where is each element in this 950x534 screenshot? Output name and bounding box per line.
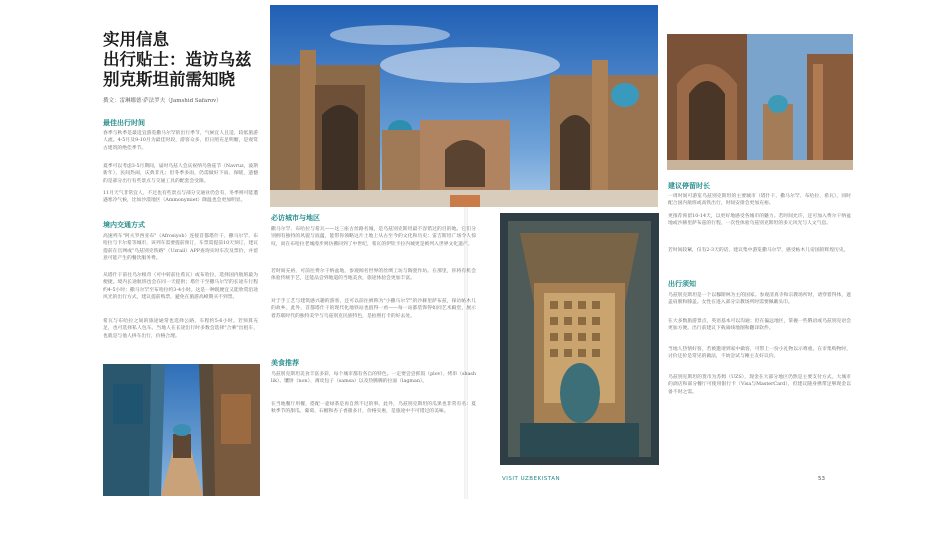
title-line-3: 别克斯坦前需知晓 xyxy=(103,70,235,89)
heading-transport: 境内交通方式 xyxy=(103,221,145,229)
heading-best-time: 最佳出行时间 xyxy=(103,119,145,127)
paragraph: 若时间较紧，仅有2-3天的话，建议集中游览撒马尔罕，感受帖木儿帝国的辉煌历史。 xyxy=(668,248,849,253)
paragraph: 夏季可以考虑3-5月期间，届时乌兹人会庆祝纳乌鲁兹节（Navruz，波斯新年），民间热闹，庆典非凡；但冬季多雨，仍需做好下雨、保暖，遗憾的是部分出行有些景点与交通工具的配套会受限。 xyxy=(103,164,258,184)
heading-food: 美食推荐 xyxy=(271,359,299,367)
paragraph: 春季与秋季是最适宜游览撒马尔罕的出行季节，气候宜人且适，较低旅游人流。4-5月及9-10月为最佳时段，游客众多，但日照充足明媚，是观赏古建筑的绝佳季节。 xyxy=(103,131,258,151)
paragraph: 若时间充裕，可前往费尔干纳盆地，参观闻名世界的丝绸工坊与陶瓷作坊。在那里，你将有机会体验传统手艺，还能品尝到地道的当地美食，旅途体验会更加丰富。 xyxy=(271,269,476,282)
paragraph: 乌兹别克斯坦美食丰富多彩，每个城市都有各自的特色。一定要尝尝抓饭（plov）、烤串（shashlik）、馕饼（non）、薄皮包子（samsa）以及热腾腾的拉面（lagman）。 xyxy=(271,372,476,385)
paragraph: 从塔什干前往乌尔根奇（可中转前往希瓦）或布哈拉，选择国内航班最为便捷。境内长途航班也会在同一天提供；塔什干至撒马尔罕的长途车行程约4-5小时；撒马尔罕至布哈拉约3-4小时。这是一种既便宜又能欣赏沿途风光的出行方式，建议提前购票，避免在旅游高峰期买不到票。 xyxy=(103,273,258,301)
photo-mausoleum xyxy=(667,34,853,170)
paragraph: 乌兹别克斯坦是一个以穆斯林为主的国家。参观清真寺和宗教场所时，请穿着得体，遮盖肩膀和膝盖。女性在进入部分宗教场所时需要佩戴头巾。 xyxy=(668,293,851,306)
paragraph: 更推荐预留10-14天，以更好地感受各城市的魅力。若时间允许，还可加入费尔干纳盆地或沙赫里萨布兹的行程，一次性体验乌兹别克斯坦的多元风光与人文气息。 xyxy=(668,214,851,227)
paragraph: 高速列车"阿夫罗西亚布"（Afrosiyob）连接首都塔什干、撒马尔罕、布哈拉与卡尔希等城市，该列车需要提前预订，车票需提前10天预订，建议提前在官网或"乌兹别克铁路"（Uzrail）APP查询实时车次及票价，并留意可能产生的餐饮服务费。 xyxy=(103,234,258,262)
page-number: 53 xyxy=(818,476,825,482)
title-line-1: 实用信息 xyxy=(103,30,169,49)
paragraph: 一周时间可游览乌兹别克斯坦的主要城市（塔什干、撒马尔罕、布哈拉、希瓦），同时配合国内航班或高铁出行，时间安排会更加充裕。 xyxy=(668,194,851,207)
article-title xyxy=(103,30,273,90)
footer-magazine-name: VISIT UZBEKISTAN xyxy=(502,476,561,482)
paragraph: 对于手工艺与建筑感兴趣的游客，还可以前往被称为"小撒马尔罕"的沙赫里萨布兹，探访帖木儿的故乡。此外，首都塔什干的现代化地铁站也值得一看——每一站都装饰得如同艺术殿堂，展示着苏联时代的独特美学与乌兹别克民族特色，是拍照打卡的好去处。 xyxy=(271,299,476,319)
heading-must-visit: 必访城市与地区 xyxy=(271,214,320,222)
paragraph: 11月天气非常宜人，不过也有些景点与部分交通业仍会有，冬季则可能遭遇寒冷气候，比如沙漠地区（Ammonymiet）降温也会更加明显。 xyxy=(103,191,258,204)
heading-notes: 出行须知 xyxy=(668,280,696,288)
photo-tiled-niche xyxy=(500,213,659,465)
paragraph: 乌兹别克斯坦的货币为苏姆（UZS），现金在大部分地区仍然是主要支付方式。大城市的酒店和部分餐厅可使用银行卡（Visa与MasterCard），但建议随身携带足够现金以备不时之需。 xyxy=(668,375,851,395)
paragraph: 撒马尔罕、布哈拉与希瓦——这三座古丝路名城，是乌兹别克斯坦最不容错过的目的地。它们分别拥有独特的风貌与底蕴，能带你领略这片土地上从古至今的文化和历史：雷吉斯坦广场令人惊叹，而在布哈拉老城漫步则仿佛回到了中世纪，希瓦的伊钦卡拉内城更是被列入世界文化遗产。 xyxy=(271,227,476,247)
paragraph: 希瓦与布哈拉之间的旅途通常也选择公路，车程约5-6小时。若预算充足，也可选择私人包车。当地人在长途出行时多数会选择"合乘"出租车，也就是与他人拼车出行，价格合理。 xyxy=(103,319,258,339)
photo-shah-i-zinda-street xyxy=(103,364,260,496)
paragraph: 在当地餐厅用餐，搭配一壶绿茶是再自然不过的事。此外，乌兹别克斯坦的瓜果也非常有名：夏秋季节的甜瓜、葡萄、石榴和杏子香甜多汁，价格实惠，是旅途中不可错过的美味。 xyxy=(271,402,476,415)
title-line-2: 出行贴士：造访乌兹 xyxy=(103,50,252,69)
heading-duration: 建议停留时长 xyxy=(668,182,710,190)
paragraph: 当地人热情好客，若被邀请到家中做客，可带上一份小礼物以示尊重。在市集购物时，讨价还价是常见的做法，不妨尝试与摊主友好议价。 xyxy=(668,347,851,360)
photo-registan-square xyxy=(270,5,658,207)
paragraph: 在大多数旅游景点，英语基本可以沟通；但在偏远地区，掌握一些俄语或乌兹别克语会更加方便。出行前建议下载离线地图和翻译软件。 xyxy=(668,319,851,332)
byline: 撰文：雷琳娜德·萨法罗夫（Jamshid Safarov） xyxy=(103,98,222,104)
